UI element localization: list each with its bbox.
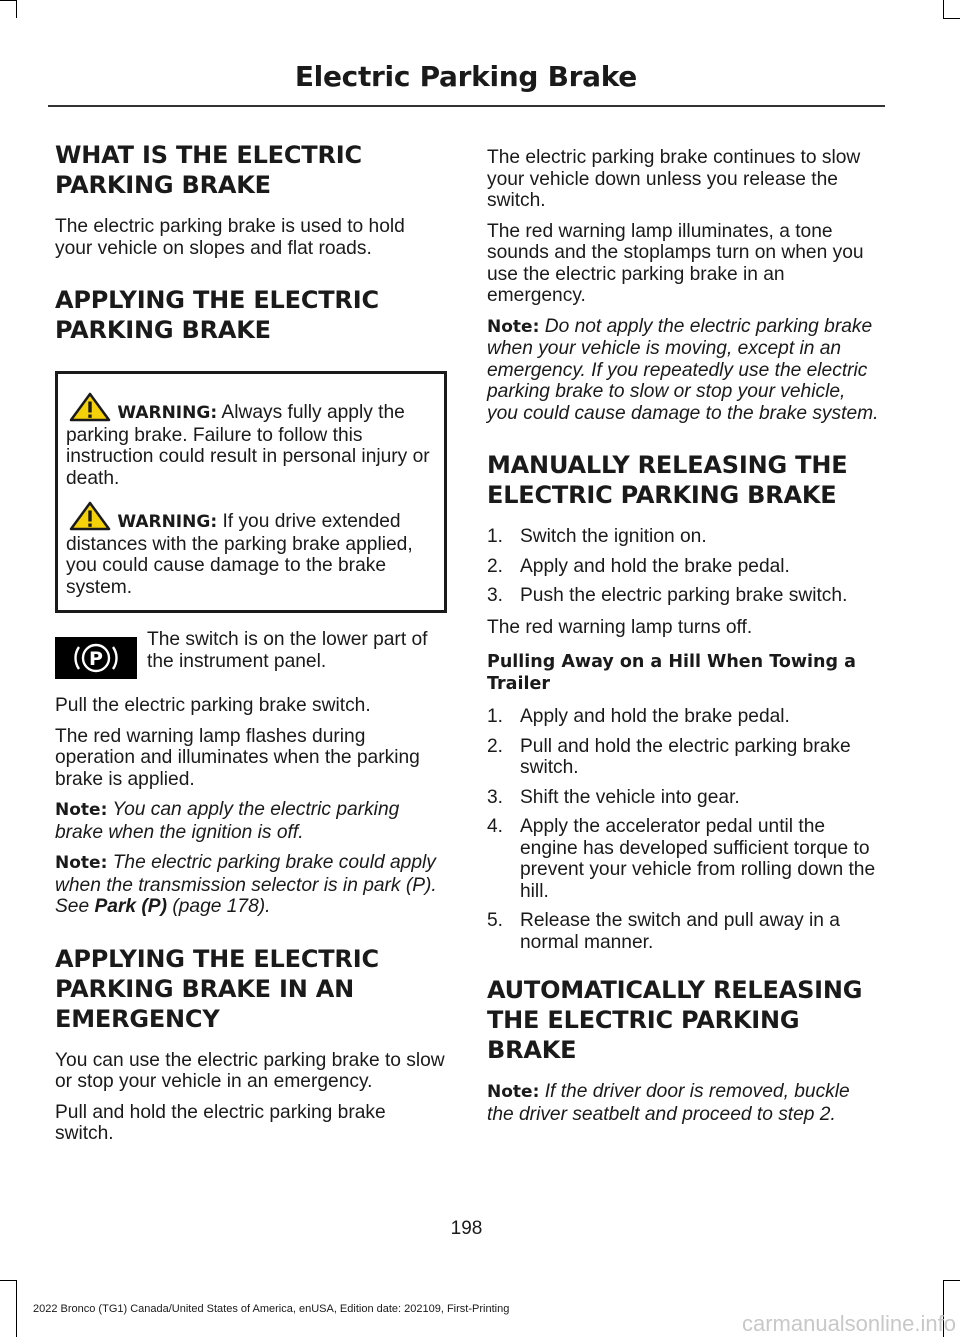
section-heading-auto-release: AUTOMATICALLY RELEASING THE ELECTRIC PARKING BRAKE bbox=[487, 976, 863, 1064]
warning-item bbox=[66, 392, 436, 489]
step-text: Apply and hold the brake pedal. bbox=[520, 555, 790, 577]
crop-mark bbox=[16, 0, 17, 18]
list-item bbox=[487, 736, 880, 779]
switch-location-text: The switch is on the lower part of the instrument panel. bbox=[147, 629, 428, 672]
footer-edition-info: 2022 Bronco (TG1) Canada/United States of America, enUSA, Edition date: 202109, First-Printing bbox=[33, 1303, 510, 1315]
note-label: Note: bbox=[487, 1082, 540, 1102]
step-number: 1. bbox=[487, 706, 504, 727]
note-label: Note: bbox=[55, 800, 108, 820]
note bbox=[487, 1081, 880, 1125]
note-text: You can apply the electric parking brake when the ignition is off. bbox=[55, 799, 400, 843]
note-label: Note: bbox=[55, 853, 108, 873]
parking-brake-symbol-icon bbox=[66, 638, 126, 678]
section-heading-manual-release: MANUALLY RELEASING THE ELECTRIC PARKING BRAKE bbox=[487, 451, 848, 509]
paragraph: Pull the electric parking brake switch. bbox=[55, 695, 371, 716]
cross-reference-link[interactable]: Park (P) bbox=[94, 896, 167, 917]
subheading-towing: Pulling Away on a Hill When Towing a Trailer bbox=[487, 652, 856, 694]
page-number: 198 bbox=[450, 1218, 483, 1239]
step-number: 5. bbox=[487, 910, 504, 931]
warning-text: If you drive extended distances with the parking brake applied, you could cause damage to the brake system. bbox=[66, 511, 413, 598]
step-number: 3. bbox=[487, 786, 504, 808]
list-item bbox=[487, 526, 880, 548]
note-text: The electric parking brake could apply when the transmission selector is in park (P). See bbox=[55, 852, 437, 917]
note-text: If the driver door is removed, buckle the driver seatbelt and proceed to step 2. bbox=[487, 1081, 850, 1125]
note-label: Note: bbox=[487, 316, 540, 337]
step-text: Release the switch and pull away in a normal manner. bbox=[520, 910, 840, 953]
list-item bbox=[487, 706, 880, 728]
step-text: Apply and hold the brake pedal. bbox=[520, 706, 790, 727]
warning-label: WARNING: bbox=[117, 512, 218, 532]
warning-triangle-icon bbox=[68, 501, 112, 531]
crop-mark bbox=[943, 18, 960, 19]
list-item bbox=[487, 910, 880, 953]
warning-label: WARNING: bbox=[117, 403, 218, 423]
step-text: Apply the accelerator pedal until the engine has developed sufficient torque to prevent your vehicle from rolling down the hill. bbox=[520, 816, 876, 902]
note-text: Do not apply the electric parking brake when your vehicle is moving, except in an emergency. If you repeatedly use the electric parking brake to slow or stop your vehicle, you could cause damage to the brake system. bbox=[487, 315, 879, 424]
parking-brake-letter: P bbox=[89, 648, 103, 670]
steps-list bbox=[487, 706, 880, 953]
warning-text: Always fully apply the parking brake. Failure to follow this instruction could result in personal injury or death. bbox=[66, 402, 430, 489]
section-heading-what-is: WHAT IS THE ELECTRIC PARKING BRAKE bbox=[55, 141, 362, 199]
step-number: 2. bbox=[487, 555, 504, 577]
paragraph: The red warning lamp turns off. bbox=[487, 616, 753, 638]
note bbox=[487, 316, 880, 425]
step-text: Pull and hold the electric parking brake switch. bbox=[520, 735, 851, 778]
note bbox=[55, 799, 447, 843]
section-heading-applying: APPLYING THE ELECTRIC PARKING BRAKE bbox=[55, 286, 379, 344]
list-item bbox=[487, 556, 880, 578]
parking-brake-icon bbox=[55, 637, 137, 679]
section-heading-emergency: APPLYING THE ELECTRIC PARKING BRAKE IN AN EMERGENCY bbox=[55, 944, 379, 1033]
page-reference: (page 178). bbox=[167, 896, 271, 917]
crop-mark bbox=[0, 1280, 16, 1281]
crop-mark bbox=[0, 0, 16, 1]
warning-item bbox=[66, 501, 436, 598]
step-text: Shift the vehicle into gear. bbox=[520, 786, 740, 808]
paragraph: The red warning lamp illuminates, a tone sounds and the stoplamps turn on when you use the electric parking brake in an emergency. bbox=[487, 220, 864, 306]
warning-triangle-icon bbox=[68, 392, 112, 422]
list-item bbox=[487, 585, 880, 607]
note bbox=[55, 852, 447, 918]
step-number: 1. bbox=[487, 526, 504, 547]
step-text: Switch the ignition on. bbox=[520, 526, 707, 547]
steps-list bbox=[487, 526, 880, 607]
paragraph: You can use the electric parking brake to slow or stop your vehicle in an emergency. bbox=[55, 1049, 445, 1092]
crop-mark bbox=[944, 1280, 960, 1281]
right-column bbox=[487, 147, 880, 1134]
warning-box bbox=[55, 371, 447, 613]
page-title: Electric Parking Brake bbox=[294, 60, 637, 93]
paragraph: The electric parking brake continues to slow your vehicle down unless you release the switch. bbox=[487, 147, 861, 211]
switch-info-row bbox=[55, 629, 447, 681]
watermark: carmanualsonline.info bbox=[741, 1311, 956, 1336]
paragraph: The red warning lamp flashes during operation and illuminates when the parking brake is applied. bbox=[55, 725, 420, 790]
step-number: 4. bbox=[487, 816, 504, 837]
header-divider bbox=[48, 105, 885, 107]
paragraph: The electric parking brake is used to hold your vehicle on slopes and flat roads. bbox=[55, 216, 405, 259]
step-number: 3. bbox=[487, 585, 504, 606]
paragraph: Pull and hold the electric parking brake switch. bbox=[55, 1101, 386, 1144]
step-text: Push the electric parking brake switch. bbox=[520, 585, 848, 606]
list-item bbox=[487, 787, 880, 809]
step-number: 2. bbox=[487, 735, 504, 757]
list-item bbox=[487, 816, 880, 902]
crop-mark bbox=[16, 1280, 17, 1337]
left-column bbox=[55, 140, 447, 1154]
crop-mark bbox=[943, 0, 944, 18]
